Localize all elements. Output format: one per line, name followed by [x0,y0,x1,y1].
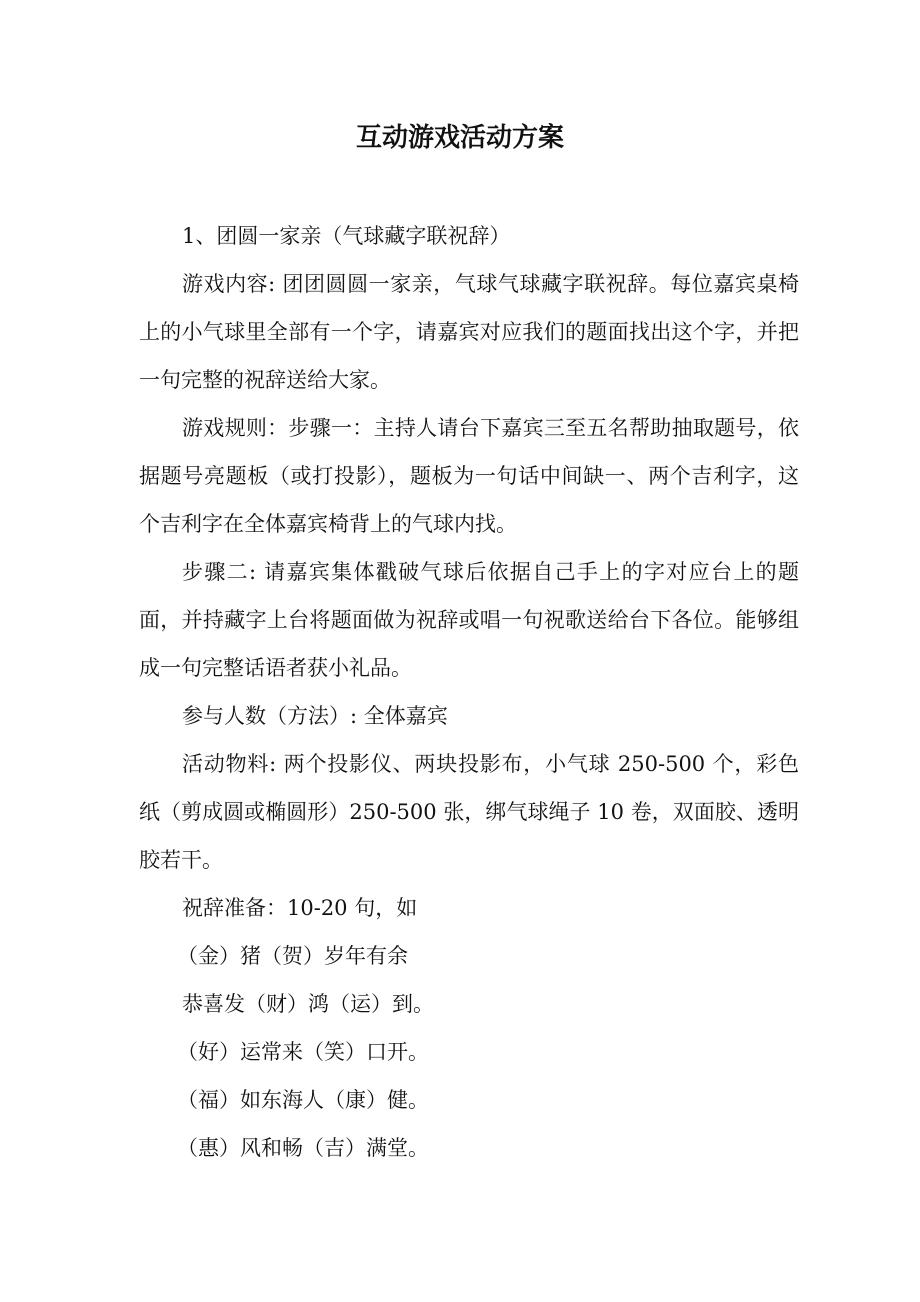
participants-paragraph: 参与人数（方法）: 全体嘉宾 [182,704,448,728]
step-two-paragraph: 步骤二: 请嘉宾集体戳破气球后依据自己手上的字对应台上的题面，并持藏字上台将题面做为祝辞或唱一句祝歌送给台下各位。能够组成一句完整话语者获小礼品。 [139,560,799,680]
section-heading: 1、团圆一家亲（气球藏字联祝辞） [182,224,511,248]
wish-line: （福）如东海人（康）健。 [177,1088,429,1112]
wish-line: （金）猪（贺）岁年有余 [177,944,408,968]
wish-line: （惠）风和畅（吉）满堂。 [177,1136,429,1160]
wish-line: 恭喜发（财）鸿（运）到。 [182,992,434,1016]
wishes-intro-paragraph: 祝辞准备：10-20 句，如 [182,896,418,920]
materials-paragraph: 活动物料: 两个投影仪、两块投影布，小气球 250-500 个，彩色纸（剪成圆或椭圆形）250-500 张，绑气球绳子 10 卷，双面胶、透明胶若干。 [139,752,799,872]
wish-line: （好）运常来（笑）口开。 [177,1040,429,1064]
game-rules-paragraph: 游戏规则：步骤一：主持人请台下嘉宾三至五名帮助抽取题号，依据题号亮题板（或打投影），题板为一句话中间缺一、两个吉利字，这个吉利字在全体嘉宾椅背上的气球内找。 [139,416,799,536]
game-content-paragraph: 游戏内容: 团团圆圆一家亲，气球气球藏字联祝辞。每位嘉宾桌椅上的小气球里全部有一个字，请嘉宾对应我们的题面找出这个字，并把一句完整的祝辞送给大家。 [139,272,799,392]
document-body [139,212,799,1172]
document-title: 互动游戏活动方案 [355,123,564,153]
